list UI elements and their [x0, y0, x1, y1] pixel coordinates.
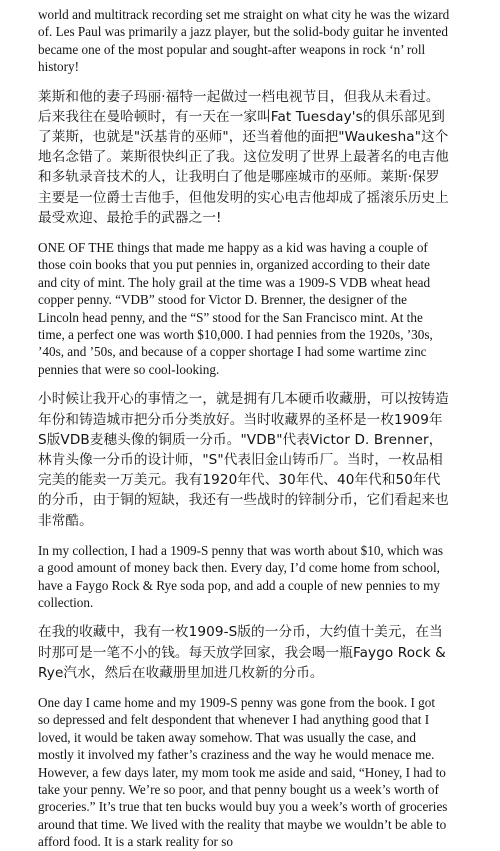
- paragraph-english-les-paul: world and multitrack recording set me straight on what city he was the wizard of. Les Paul was primarily a jazz player, but the solid-body guitar he invented became one of the most popular and sought-after weapons in rock ‘n’ roll history!: [38, 7, 450, 75]
- paragraph-chinese-les-paul: 莱斯和他的妻子玛丽·福特一起做过一档电视节目，但我从未看过。后来我往在曼哈顿时，有一天在一家叫Fat Tuesday's的俱乐部见到了莱斯，也就是"沃基肯的巫师"，还当着他的面把"Waukesha"这个地名念错了。莱斯很快纠正了我。这位发明了世界上最著名的电吉他和多轨录音技术的人，让我明白了他是哪座城市的巫师。莱斯·保罗主要是一位爵士吉他手，但他发明的实心电吉他却成了摇滚乐历史上最受欢迎、最抢手的武器之一!: [38, 88, 449, 226]
- paragraph-english-penny-gone: One day I came home and my 1909-S penny was gone from the book. I got so depressed and felt despondent that whenever I had anything good that I loved, it would be taken away somehow. That was usually the case, and mostly it involved my father’s craziness and the way he would menace me. However, a few days later, my mom took me aside and said, “Honey, I had to take your penny. We’re so poor, and that penny bought us a week’s worth of groceries.” It’s true that ten bucks would buy you a week’s worth of groceries around that time. We lived with the reality that maybe we wouldn’t be able to afford food. It is a stark reality for so: [38, 694, 448, 850]
- paragraph-chinese-collection: 在我的收藏中，我有一枚1909-S版的一分币，大约值十美元，在当时那可是一笔不小的钱。每天放学回家，我会喝一瓶Faygo Rock & Rye汽水，然后在收藏册里加进几枚新的分币。: [38, 624, 446, 681]
- paragraph-english-collection: In my collection, I had a 1909-S penny that was worth about $10, which was a good amount of money back then. Every day, I’d come home from school, have a Faygo Rock & Rye soda pop, and add a couple of new pennies to my collection.: [38, 542, 444, 610]
- paragraph-chinese-coin-books: 小时候让我开心的事情之一，就是拥有几本硬币收藏册，可以按铸造年份和铸造城市把分币分类放好。当时收藏界的圣杯是一枚1909年S版VDB麦穗头像的铜质一分币。"VDB"代表Victor D. Brenner，林肯头像一分币的设计师，"S"代表旧金山铸币厂。当时，一枚品相完美的能卖一万美元。我有1920年代、30年代、40年代和50年代的分币，由于铜的短缺，我还有一些战时的锌制分币，它们看起来也非常酷。: [38, 391, 449, 529]
- paragraph-english-coin-books: ONE OF THE things that made me happy as a kid was having a couple of those coin books that you put pennies in, organized according to their date and city of mint. The holy grail at the time was a 1909-S VDB wheat head copper penny. “VDB” stood for Victor D. Brenner, the designer of the Lincoln head penny, and the “S” stood for the San Francisco mint. At the time, a perfect one was worth $10,000. I had pennies from the 1920s, ’30s, ’40s, and ’50s, and because of a copper shortage I had some wartime zinc pennies that were so cool-looking.: [38, 240, 433, 377]
